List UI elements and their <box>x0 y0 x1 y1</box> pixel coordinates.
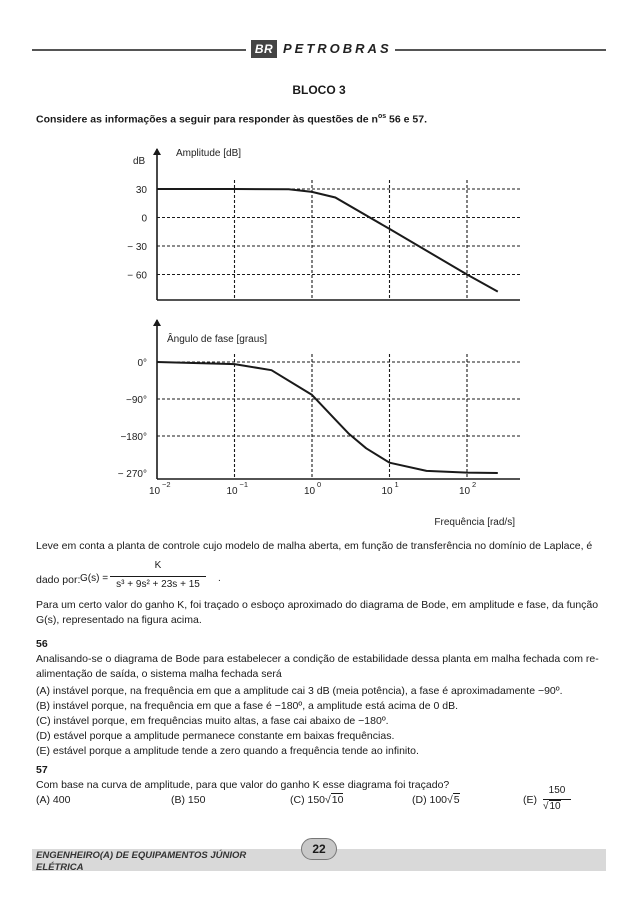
q56-option-d[interactable]: (D) estável porque a amplitude permanece constante em baixas frequências. <box>36 730 395 742</box>
br-logo: BR <box>251 40 277 58</box>
frequency-tick-exponent: 2 <box>472 480 477 489</box>
frequency-tick-label: 10 <box>459 486 471 497</box>
amplitude-ytick-label: 0 <box>141 213 147 225</box>
paragraph-given: dado por: <box>36 574 81 586</box>
q57-number: 57 <box>36 764 48 776</box>
amplitude-ytick-label: − 60 <box>127 270 147 282</box>
bode-diagram <box>100 140 530 530</box>
phase-curve <box>157 362 498 473</box>
frequency-tick-label: 10 <box>149 486 161 497</box>
header-rule-right <box>395 49 606 51</box>
q56-stem: Analisando-se o diagrama de Bode para estabelecer a condição de estabilidade dessa planta em malha fechada com re-alimentação de saída, o sistema malha fechada será <box>36 653 599 680</box>
page-number: 22 <box>301 838 337 860</box>
q56-option-e[interactable]: (E) estável porque a amplitude tende a zero quando a frequência tende ao infinito. <box>36 745 419 757</box>
footer-line-1: ENGENHEIRO(A) DE EQUIPAMENTOS JÚNIOR <box>36 850 247 861</box>
amplitude-curve <box>157 189 498 292</box>
transfer-function-denominator: s³ + 9s² + 23s + 15 <box>116 579 200 590</box>
frequency-tick-exponent: 0 <box>317 480 322 489</box>
q56-option-c[interactable]: (C) instável porque, em frequências muito altas, a fase cai abaixo de −180º. <box>36 715 389 727</box>
q57-option-b[interactable]: (B) 150 <box>171 794 206 806</box>
frequency-tick-exponent: −1 <box>239 480 249 489</box>
frequency-label: Frequência [rad/s] <box>434 517 515 528</box>
phase-ytick-label: −180° <box>120 432 147 443</box>
q57-option-e-numerator: 150 <box>548 785 566 796</box>
q57-option-c[interactable]: (C) 150√10 <box>290 794 344 806</box>
q57-option-e-denominator: √10 <box>543 801 561 812</box>
phase-title: Ângulo de fase [graus] <box>167 334 268 345</box>
fraction-bar <box>110 576 206 577</box>
amplitude-ytick-label: 30 <box>135 185 147 196</box>
q57-option-d-radicand: 5 <box>453 794 460 806</box>
frequency-tick-label: 10 <box>226 486 238 497</box>
q56-option-b[interactable]: (B) instável porque, na frequência em que a fase é −180º, a amplitude está acima de 0 dB. <box>36 700 459 712</box>
footer-line-2: ELÉTRICA <box>36 862 84 873</box>
q57-option-d[interactable]: (D) 100√5 <box>412 794 460 806</box>
amplitude-ylabel: dB <box>133 156 146 167</box>
amplitude-title: Amplitude [dB] <box>176 148 242 159</box>
paragraph-bode: Para um certo valor do ganho K, foi traçado o esboço aproximado do diagrama de Bode, em amplitude e fase, da função G(s), representado na figura acima. <box>36 599 599 626</box>
q57-option-c-radicand: 10 <box>331 794 344 806</box>
phase-ytick-label: − 270° <box>117 469 147 480</box>
amplitude-y-arrow <box>153 148 161 155</box>
frequency-tick-label: 10 <box>381 486 393 497</box>
block-title: BLOCO 3 <box>292 83 346 97</box>
phase-ytick-label: 0° <box>137 358 147 369</box>
phase-ytick-label: −90° <box>126 395 147 406</box>
transfer-function-lhs: G(s) = <box>80 573 109 584</box>
amplitude-chart <box>127 148 520 300</box>
q56-option-a[interactable]: (A) instável porque, na frequência em que a amplitude cai 3 dB (meia potência), a fase é aproximadamente −90º. <box>36 685 563 697</box>
transfer-function-period: . <box>218 573 221 584</box>
frequency-tick-exponent: −2 <box>162 480 171 489</box>
phase-chart <box>118 319 520 528</box>
footer-title <box>36 850 246 874</box>
frequency-tick-label: 10 <box>304 486 316 497</box>
amplitude-ytick-label: − 30 <box>127 242 147 253</box>
brand-name: PETROBRAS <box>283 41 392 56</box>
q57-option-e[interactable]: (E) <box>523 794 537 806</box>
q56-number: 56 <box>36 638 48 650</box>
header-rule-left <box>32 49 246 51</box>
paragraph-plant: Leve em conta a planta de controle cujo modelo de malha aberta, em função de transferência no domínio de Laplace, é <box>36 540 593 552</box>
q57-stem: Com base na curva de amplitude, para que valor do ganho K esse diagrama foi traçado? <box>36 779 450 791</box>
transfer-function-numerator: K <box>154 560 162 571</box>
frequency-tick-exponent: 1 <box>394 480 399 489</box>
intro-text: Considere as informações a seguir para responder às questões de $n^{os}$ 56 e 57. <box>36 113 427 126</box>
q57-option-a[interactable]: (A) 400 <box>36 794 71 806</box>
phase-y-arrow <box>153 319 161 326</box>
